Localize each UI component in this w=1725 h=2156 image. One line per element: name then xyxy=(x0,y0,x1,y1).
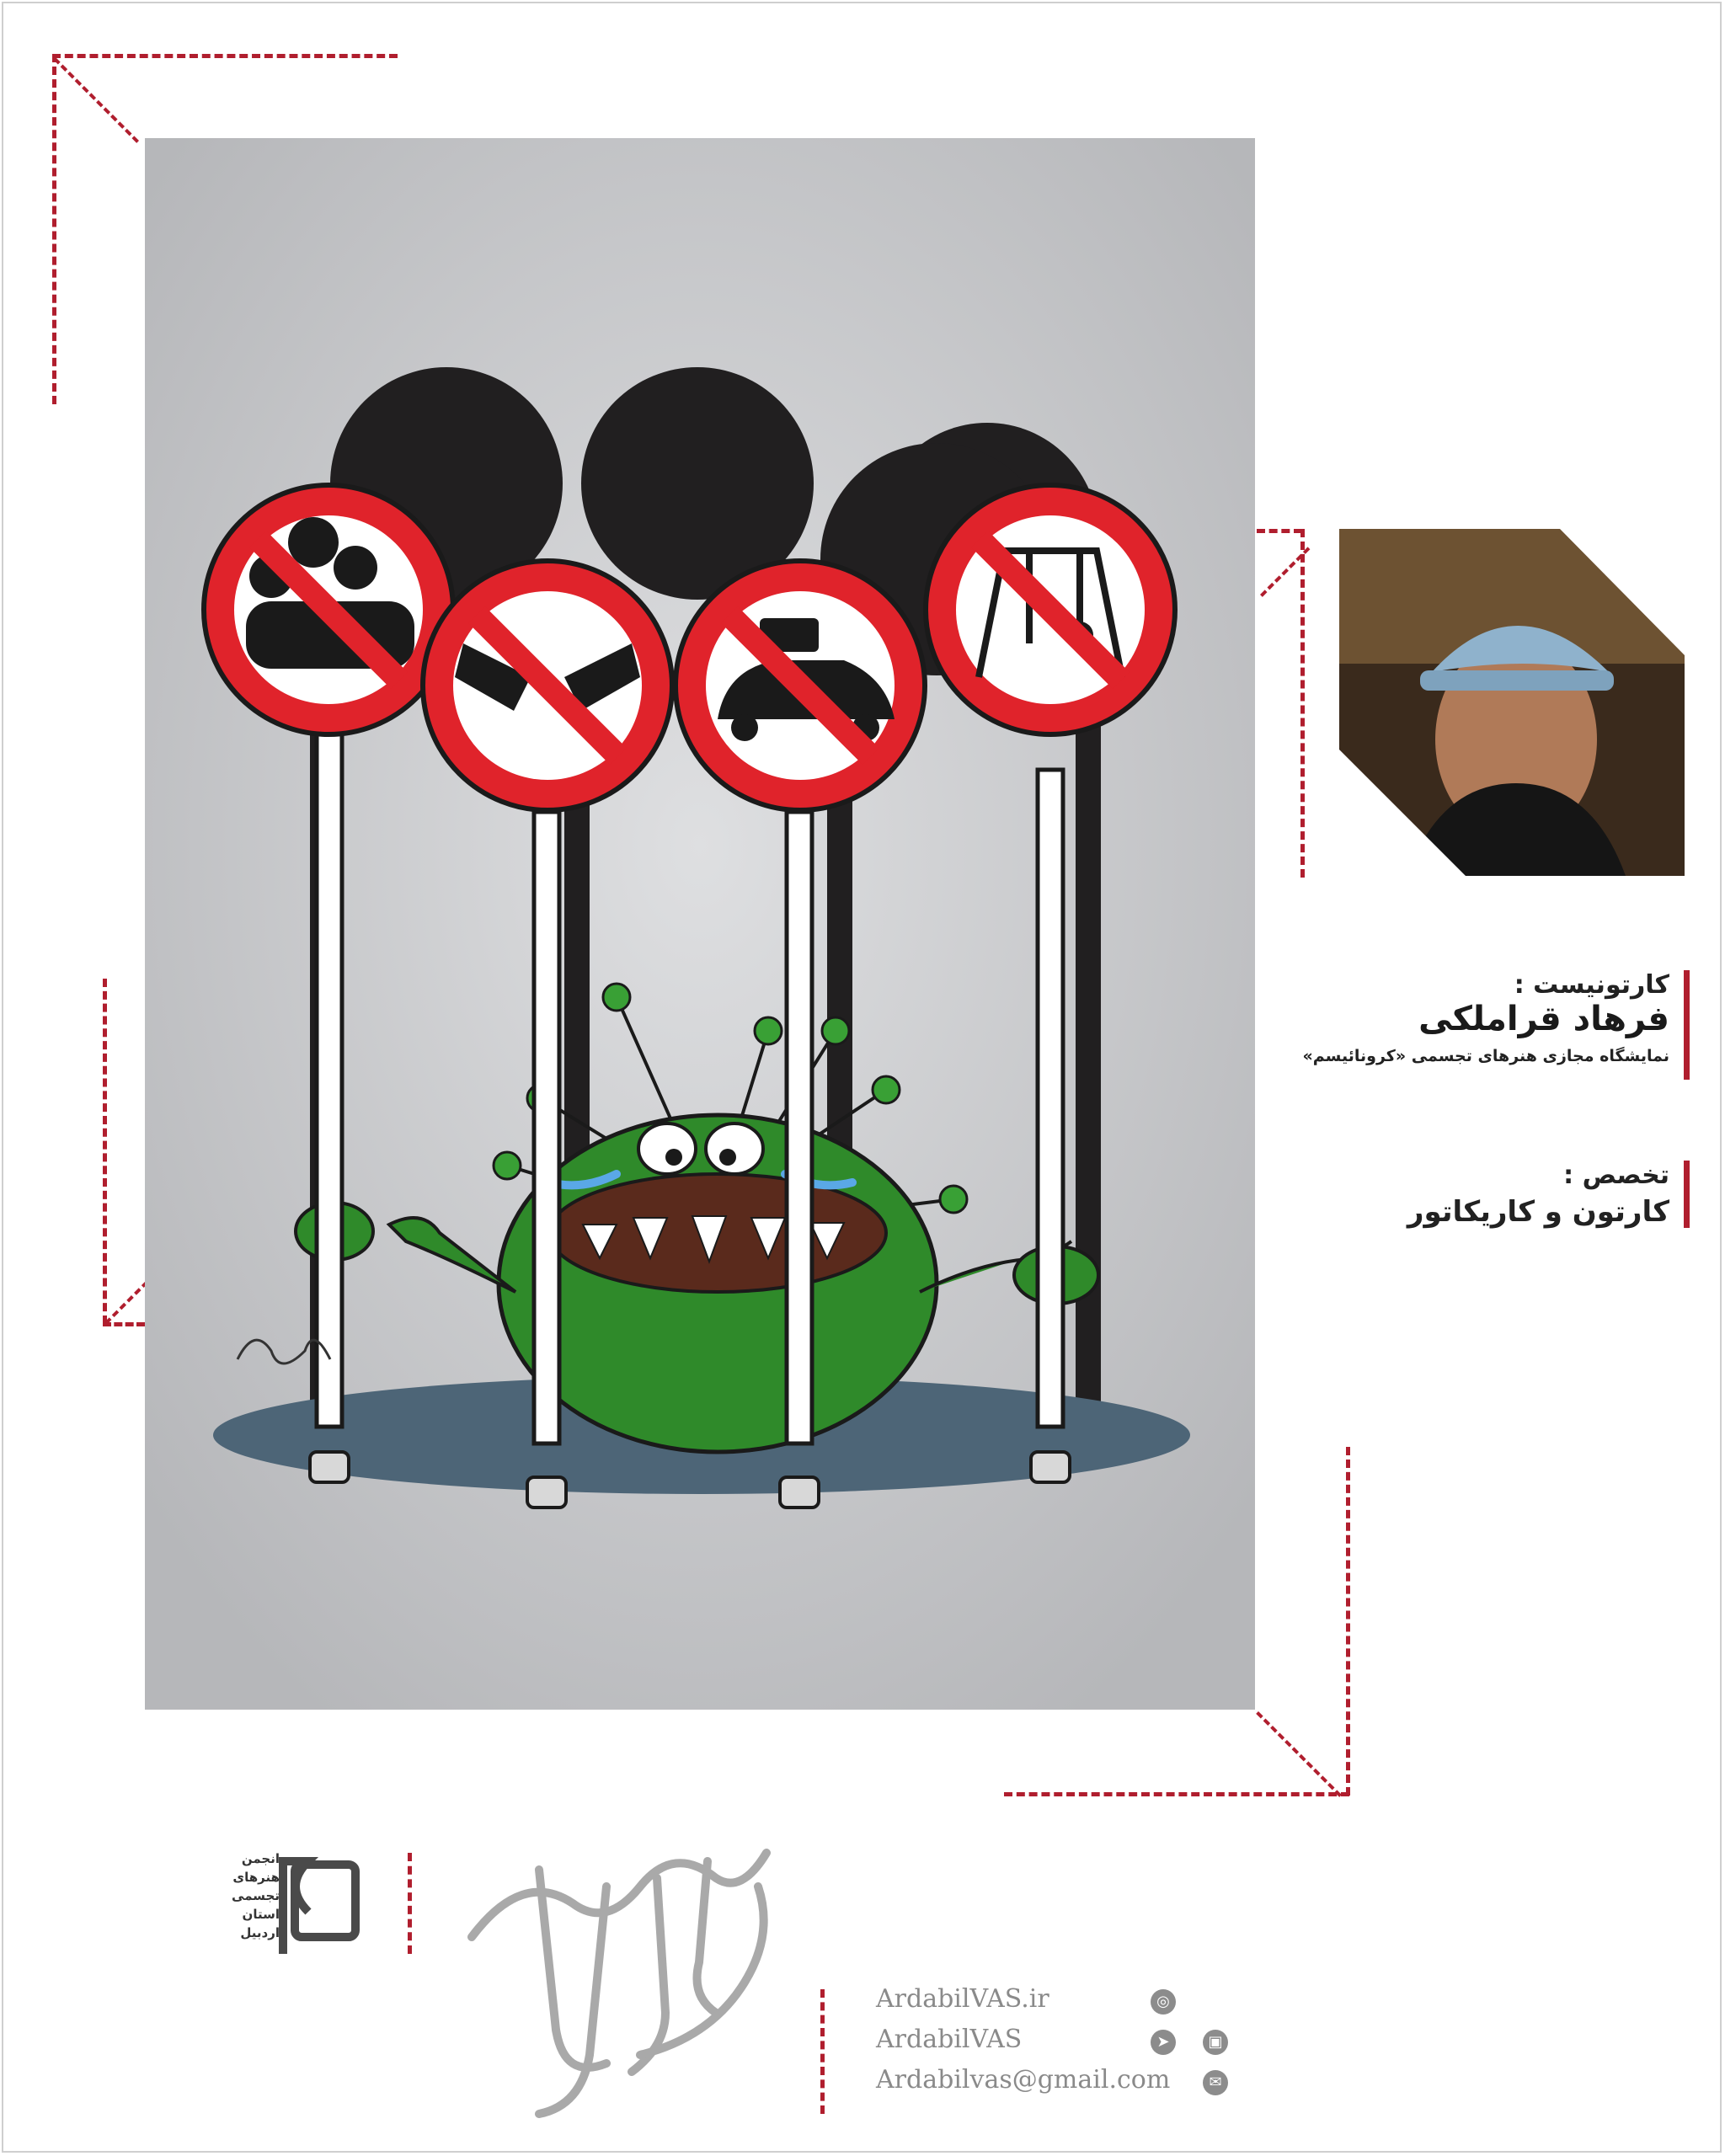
cartoon-artwork xyxy=(145,138,1255,1710)
dashed-line xyxy=(103,979,107,1324)
website-link[interactable]: ArdabilVAS.ir xyxy=(876,1984,1049,2014)
specialty-value: کارتون و کاریکاتور xyxy=(1407,1195,1669,1229)
specialty-label: تخصص : xyxy=(1563,1161,1669,1190)
logo-line: تجسمی xyxy=(232,1888,280,1903)
email-icon[interactable]: ✉ xyxy=(1203,2070,1228,2095)
dashed-line xyxy=(1300,529,1305,878)
logo-line: هنرهای xyxy=(232,1870,280,1885)
telegram-icon[interactable]: ➤ xyxy=(1151,2030,1176,2055)
dashed-line xyxy=(52,54,398,58)
artist-info xyxy=(1231,970,1669,1065)
artist-name: فرهاد قراملکی xyxy=(1418,1000,1669,1038)
sign-car-travel xyxy=(676,561,925,810)
dashed-line xyxy=(1257,529,1302,533)
sign-crowd xyxy=(204,485,453,734)
footer-separator xyxy=(820,1989,825,2114)
association-logo-text xyxy=(199,1849,280,1942)
dashed-line xyxy=(52,54,56,404)
exhibition-title: نمایشگاه مجازی هنرهای تجسمی «کرونائیسم» xyxy=(1302,1047,1669,1065)
social-handle[interactable]: ArdabilVAS xyxy=(876,2025,1023,2054)
dashed-line xyxy=(103,1322,145,1326)
artist-portrait xyxy=(1339,529,1685,876)
calligraphy-logo xyxy=(438,1836,809,2139)
specialty-info xyxy=(1231,1161,1669,1229)
logo-line: انجمن xyxy=(241,1851,280,1866)
logo-line: استان اردبیل xyxy=(240,1907,280,1940)
email-link[interactable]: Ardabilvas@gmail.com xyxy=(876,2065,1171,2095)
artist-role-label: کارتونیست : xyxy=(1514,970,1669,1000)
sign-playground xyxy=(926,485,1175,734)
globe-icon[interactable]: ◎ xyxy=(1151,1989,1176,2015)
instagram-icon[interactable]: ▣ xyxy=(1203,2030,1228,2055)
dashed-line xyxy=(1346,1447,1350,1796)
sign-handshake xyxy=(423,561,672,810)
footer-separator xyxy=(408,1853,412,1954)
dashed-line xyxy=(1004,1792,1349,1796)
